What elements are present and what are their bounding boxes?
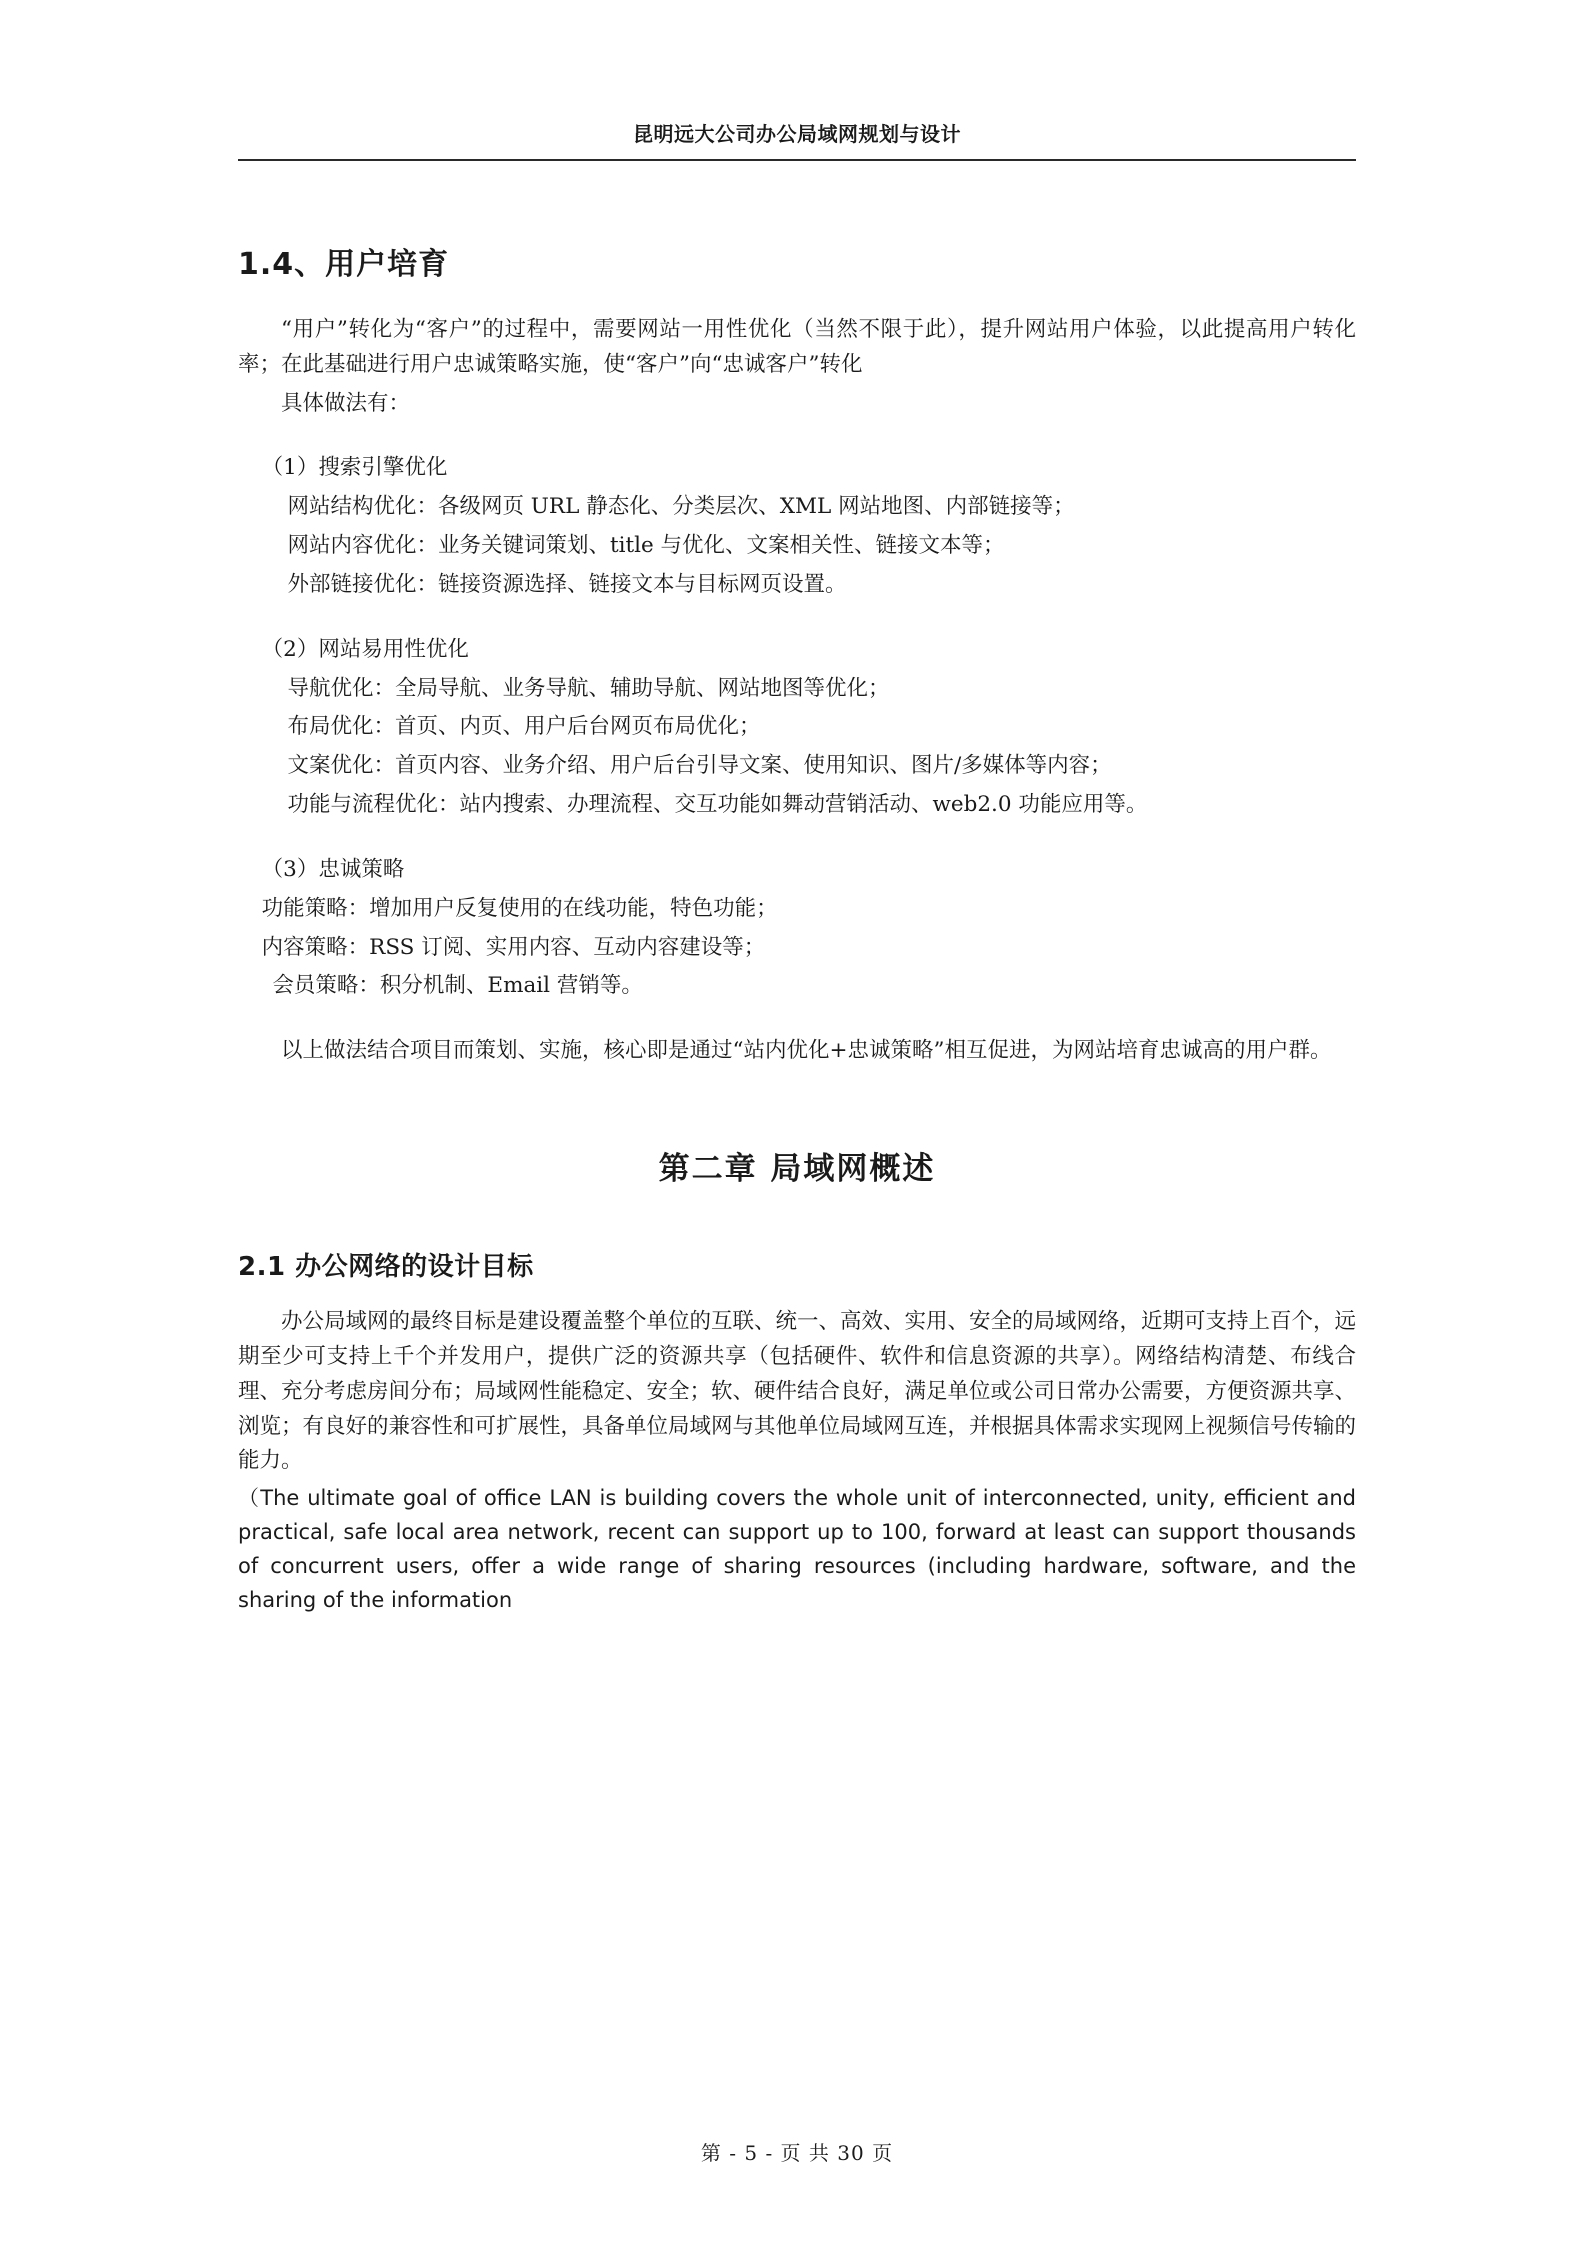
list-item-3-line-2: 内容策略：RSS 订阅、实用内容、互动内容建设等；: [261, 934, 766, 960]
paragraph-design-goal-cn: 办公局域网的最终目标是建设覆盖整个单位的互联、统一、高效、实用、安全的局域网络，近期可支持上百个，远期至少可支持上千个并发用户，提供广泛的资源共享（包括硬件、软件和信息资源的共享）。网络结构清楚、布线合理、充分考虑房间分布；局域网性能稳定、安全；软、硬件结合良好，满足单位或公司日常办公需要，方便资源共享、浏览；有良好的兼容性和可扩展性，具备单位局域网与其他单位局域网互连，并根据具体需求实现网上视频信号传输的能力。: [238, 1309, 1357, 1474]
paragraph-design-goal-en: （The ultimate goal of office LAN is building covers the whole unit of interconnected, unity, efficient and practical, safe local area network, recent can support up to 100, forward at least can support thousands of concurrent users, offer a wide range of sharing resources (including hardware, software, and the sharing of the information: [238, 1486, 1356, 1613]
chapter-title-2: 第二章 局域网概述: [658, 1151, 936, 1188]
list-item-1-line-2: 网站内容优化：业务关键词策划、title 与优化、文案相关性、链接文本等；: [287, 533, 1005, 559]
paragraph-user-cultivation-intro: “用户”转化为“客户”的过程中，需要网站一用性优化（当然不限于此），提升网站用户体验，以此提高用户转化率；在此基础进行用户忠诚策略实施，使“客户”向“忠诚客户”转化: [238, 317, 1356, 377]
section-title-1-4: 1.4、用户培育: [238, 247, 450, 282]
list-item-3-line-3: 会员策略：积分机制、Email 营销等。: [272, 973, 643, 999]
running-header: 昆明远大公司办公局域网规划与设计: [238, 118, 1356, 161]
list-item-1-title: （1）搜索引擎优化: [261, 455, 448, 481]
page-number-footer: 第 - 5 - 页 共 30 页: [700, 2141, 894, 2165]
list-item-2-line-4: 功能与流程优化：站内搜索、办理流程、交互功能如舞动营销活动、web2.0 功能应用等。: [287, 792, 1148, 818]
list-item-2-line-2: 布局优化：首页、内页、用户后台网页布局优化；: [287, 714, 761, 740]
list-item-3-title: （3）忠诚策略: [261, 856, 405, 882]
paragraph-specific-methods: 具体做法有：: [281, 390, 411, 416]
list-item-2-title: （2）网站易用性优化: [261, 636, 469, 662]
list-item-1-line-1: 网站结构优化：各级网页 URL 静态化、分类层次、XML 网站地图、内部链接等；: [287, 494, 1075, 520]
page-content: [238, 118, 1356, 1617]
section-title-2-1: 2.1 办公网络的设计目标: [238, 1252, 534, 1283]
list-item-2-line-3: 文案优化：首页内容、业务介绍、用户后台引导文案、使用知识、图片/多媒体等内容；: [287, 753, 1112, 779]
list-item-3-line-1: 功能策略：增加用户反复使用的在线功能，特色功能；: [261, 895, 778, 921]
paragraph-summary: 以上做法结合项目而策划、实施，核心即是通过“站内优化+忠诚策略”相互促进，为网站培育忠诚高的用户群。: [281, 1038, 1332, 1064]
list-item-2-line-1: 导航优化：全局导航、业务导航、辅助导航、网站地图等优化；: [287, 675, 890, 701]
list-item-1-line-3: 外部链接优化：链接资源选择、链接文本与目标网页设置。: [287, 571, 847, 597]
